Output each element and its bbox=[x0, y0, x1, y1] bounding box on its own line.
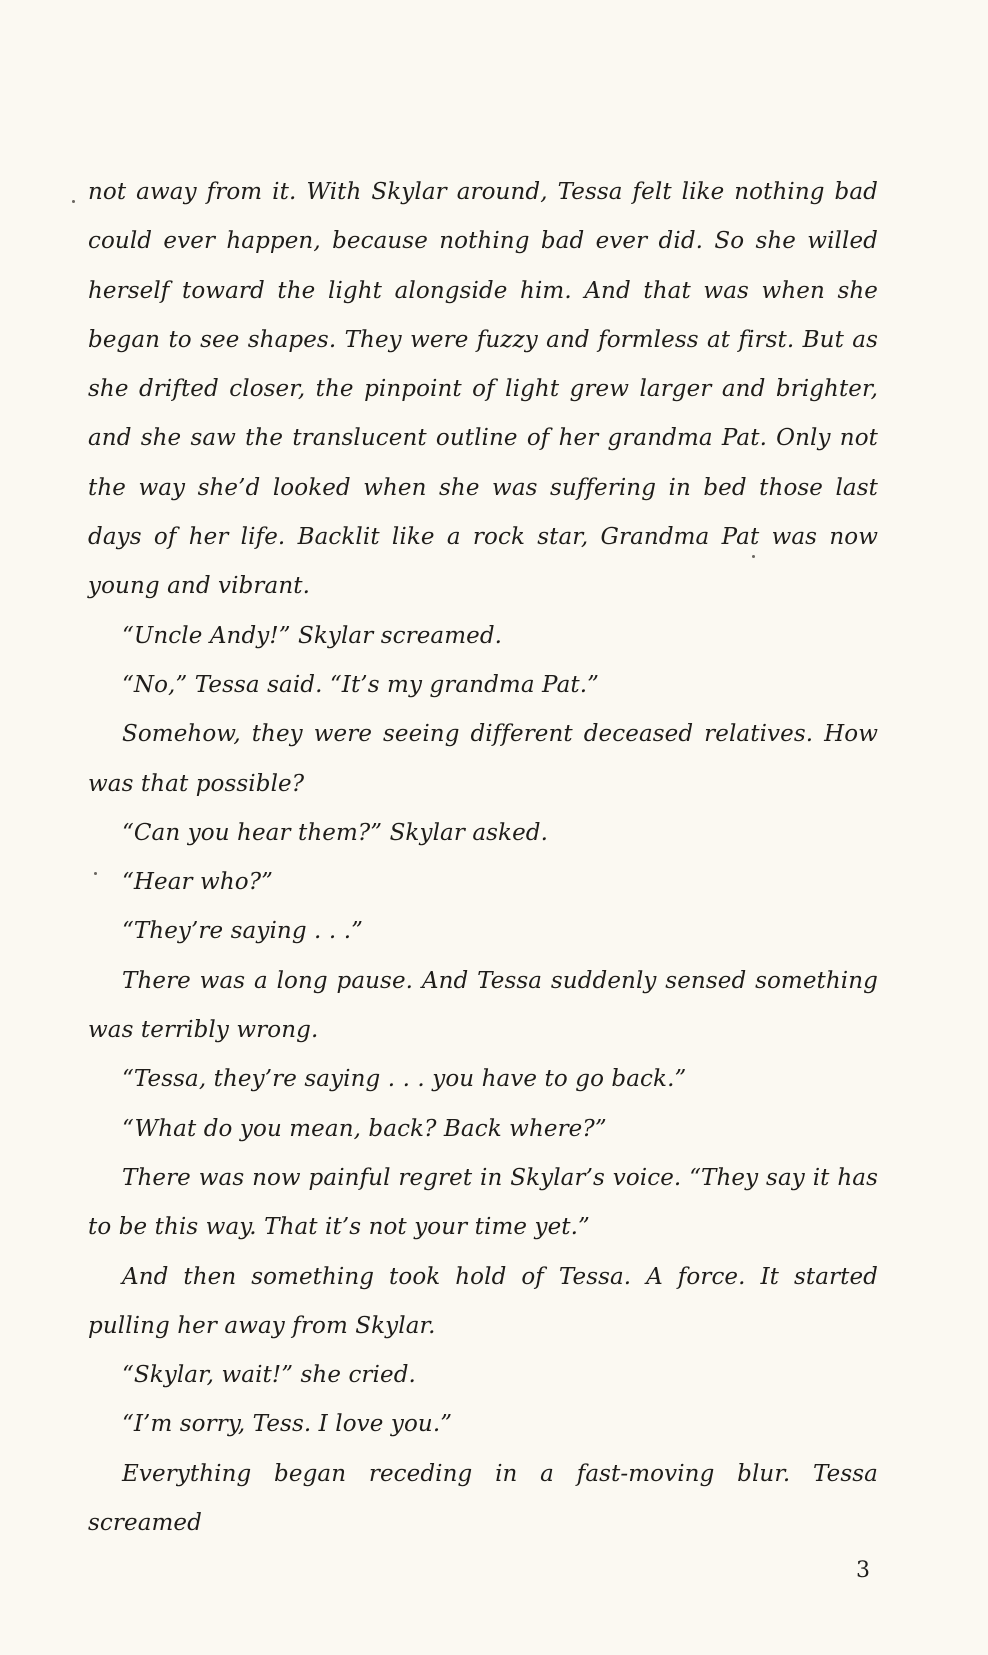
paragraph-10: “What do you mean, back? Back where?” bbox=[122, 1115, 607, 1142]
paragraph-3: “No,” Tessa said. “It’s my grandma Pat.” bbox=[122, 671, 600, 698]
paragraph-1: not away from it. With Skylar around, Tessa felt like nothing bad could ever happen, because nothing bad ever did. So she willed herself toward the light alongside him. And that was when she began to see shapes. They were fuzzy and formless at first. But as she drifted closer, the pinpoint of light grew larger and brighter, and she saw the translucent outline of her grandma Pat. Only not the way she’d looked when she was suffering in bed those last days of her life. Backlit like a rock star, Grandma Pat was now young and vibrant. bbox=[88, 179, 878, 600]
paragraph-11: There was now painful regret in Skylar’s voice. “They say it has to be this way. That it’s not your time yet.” bbox=[88, 1164, 878, 1241]
scan-speck bbox=[72, 200, 75, 203]
paragraph-15: Everything began receding in a fast-moving blur. Tessa screamed bbox=[88, 1460, 878, 1537]
paragraph-5: “Can you hear them?” Skylar asked. bbox=[122, 819, 549, 846]
paragraph-12: And then something took hold of Tessa. A force. It started pulling her away from Skylar. bbox=[88, 1263, 878, 1339]
paragraph-6: “Hear who?” bbox=[122, 869, 273, 896]
paragraph-2: “Uncle Andy!” Skylar screamed. bbox=[122, 622, 503, 649]
scan-speck bbox=[94, 872, 97, 875]
paragraph-7: “They’re saying . . .” bbox=[122, 918, 363, 945]
paragraph-4: Somehow, they were seeing different deceased relatives. How was that possible? bbox=[88, 721, 878, 797]
paragraph-8: There was a long pause. And Tessa suddenly sensed something was terribly wrong. bbox=[88, 967, 878, 1044]
page-number: 3 bbox=[856, 1558, 870, 1583]
paragraph-13: “Skylar, wait!” she cried. bbox=[122, 1362, 416, 1389]
scan-speck bbox=[752, 555, 755, 558]
body-text bbox=[88, 168, 878, 1548]
paragraph-14: “I’m sorry, Tess. I love you.” bbox=[122, 1411, 453, 1438]
paragraph-9: “Tessa, they’re saying . . . you have to go back.” bbox=[122, 1066, 687, 1093]
